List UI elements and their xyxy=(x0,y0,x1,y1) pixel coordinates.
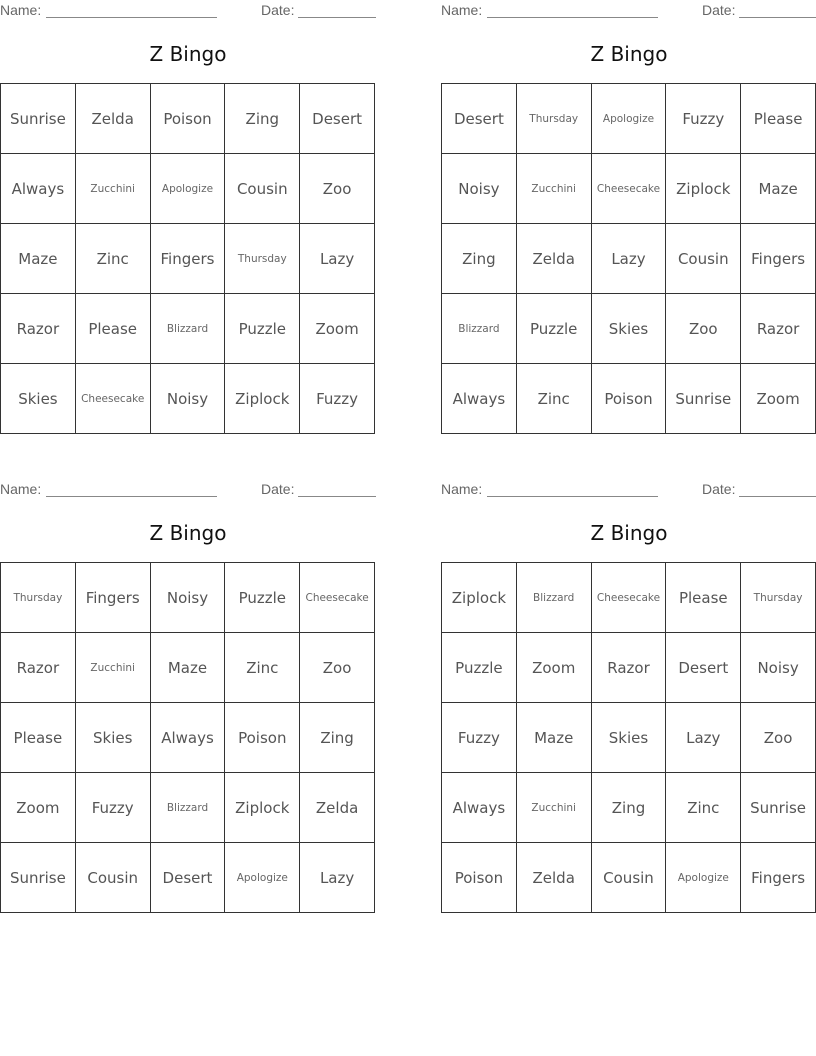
bingo-cell: Zoom xyxy=(741,364,816,434)
bingo-cell: Poison xyxy=(592,364,667,434)
bingo-cell: Sunrise xyxy=(1,843,76,913)
bingo-cell: Ziplock xyxy=(666,154,741,224)
card-title: Z Bingo xyxy=(590,521,668,545)
bingo-cell: Thursday xyxy=(225,224,300,294)
name-date-header xyxy=(441,481,816,499)
name-label: Name: xyxy=(441,2,483,18)
bingo-cell: Fingers xyxy=(151,224,226,294)
bingo-cell: Cheesecake xyxy=(592,154,667,224)
bingo-cell: Noisy xyxy=(741,633,816,703)
bingo-cell: Zoo xyxy=(741,703,816,773)
bingo-cell: Maze xyxy=(517,703,592,773)
bingo-cell: Ziplock xyxy=(225,773,300,843)
bingo-cell: Please xyxy=(1,703,76,773)
bingo-cell: Zoom xyxy=(517,633,592,703)
bingo-cell: Puzzle xyxy=(442,633,517,703)
card-title: Z Bingo xyxy=(590,42,668,66)
bingo-cell: Blizzard xyxy=(151,294,226,364)
name-label: Name: xyxy=(0,481,42,497)
bingo-grid xyxy=(441,562,816,913)
bingo-cell: Please xyxy=(76,294,151,364)
bingo-cell: Skies xyxy=(1,364,76,434)
bingo-cell: Apologize xyxy=(666,843,741,913)
bingo-cell: Zelda xyxy=(517,224,592,294)
bingo-cell: Zinc xyxy=(225,633,300,703)
bingo-card xyxy=(441,0,816,440)
date-label: Date: xyxy=(261,2,295,18)
bingo-cell: Zelda xyxy=(517,843,592,913)
bingo-cell: Puzzle xyxy=(225,563,300,633)
bingo-cell: Ziplock xyxy=(225,364,300,434)
bingo-cell: Razor xyxy=(1,294,76,364)
bingo-cell: Fingers xyxy=(741,224,816,294)
bingo-cell: Apologize xyxy=(151,154,226,224)
bingo-cell: Cheesecake xyxy=(592,563,667,633)
bingo-cell: Poison xyxy=(442,843,517,913)
name-label: Name: xyxy=(0,2,42,18)
bingo-cell: Fuzzy xyxy=(300,364,375,434)
date-label: Date: xyxy=(702,2,736,18)
bingo-cell: Zoo xyxy=(666,294,741,364)
bingo-cell: Desert xyxy=(151,843,226,913)
date-label: Date: xyxy=(702,481,736,497)
bingo-cell: Zing xyxy=(300,703,375,773)
date-blank-line[interactable] xyxy=(739,17,816,18)
name-blank-line[interactable] xyxy=(487,17,658,18)
bingo-cell: Poison xyxy=(151,84,226,154)
bingo-cell: Skies xyxy=(592,703,667,773)
bingo-cell: Always xyxy=(1,154,76,224)
bingo-cell: Skies xyxy=(592,294,667,364)
bingo-cell: Razor xyxy=(1,633,76,703)
bingo-cell: Blizzard xyxy=(151,773,226,843)
bingo-cell: Zinc xyxy=(666,773,741,843)
bingo-cell: Razor xyxy=(741,294,816,364)
bingo-cell: Zoo xyxy=(300,154,375,224)
bingo-cell: Zucchini xyxy=(76,154,151,224)
bingo-cell: Zing xyxy=(592,773,667,843)
bingo-cell: Fuzzy xyxy=(666,84,741,154)
bingo-cell: Lazy xyxy=(592,224,667,294)
bingo-cell: Razor xyxy=(592,633,667,703)
bingo-cell: Please xyxy=(666,563,741,633)
bingo-cell: Zoo xyxy=(300,633,375,703)
bingo-cell: Blizzard xyxy=(517,563,592,633)
bingo-cell: Fingers xyxy=(76,563,151,633)
bingo-cell: Zing xyxy=(442,224,517,294)
bingo-cell: Puzzle xyxy=(517,294,592,364)
bingo-grid xyxy=(441,83,816,434)
bingo-cell: Apologize xyxy=(225,843,300,913)
bingo-grid xyxy=(0,83,375,434)
bingo-cell: Desert xyxy=(442,84,517,154)
bingo-cell: Noisy xyxy=(151,364,226,434)
name-date-header xyxy=(0,481,376,499)
bingo-cell: Skies xyxy=(76,703,151,773)
bingo-cell: Zoom xyxy=(1,773,76,843)
bingo-cell: Desert xyxy=(300,84,375,154)
bingo-cell: Ziplock xyxy=(442,563,517,633)
bingo-cell: Zelda xyxy=(300,773,375,843)
date-blank-line[interactable] xyxy=(298,17,376,18)
bingo-cell: Thursday xyxy=(741,563,816,633)
bingo-cell: Cheesecake xyxy=(76,364,151,434)
bingo-cell: Cheesecake xyxy=(300,563,375,633)
bingo-cell: Lazy xyxy=(300,224,375,294)
name-date-header xyxy=(0,2,376,20)
bingo-cell: Zucchini xyxy=(517,154,592,224)
bingo-card xyxy=(0,479,376,919)
bingo-cell: Always xyxy=(442,773,517,843)
bingo-cell: Thursday xyxy=(1,563,76,633)
bingo-cell: Lazy xyxy=(300,843,375,913)
bingo-cell: Lazy xyxy=(666,703,741,773)
bingo-cell: Desert xyxy=(666,633,741,703)
name-blank-line[interactable] xyxy=(487,496,658,497)
bingo-cell: Blizzard xyxy=(442,294,517,364)
bingo-cell: Thursday xyxy=(517,84,592,154)
bingo-cell: Zelda xyxy=(76,84,151,154)
bingo-cell: Always xyxy=(151,703,226,773)
bingo-cell: Please xyxy=(741,84,816,154)
date-blank-line[interactable] xyxy=(298,496,376,497)
bingo-cell: Zoom xyxy=(300,294,375,364)
bingo-cell: Sunrise xyxy=(1,84,76,154)
bingo-cell: Apologize xyxy=(592,84,667,154)
name-blank-line[interactable] xyxy=(46,496,217,497)
date-label: Date: xyxy=(261,481,295,497)
bingo-cell: Cousin xyxy=(666,224,741,294)
bingo-cell: Noisy xyxy=(151,563,226,633)
bingo-cell: Poison xyxy=(225,703,300,773)
bingo-cell: Cousin xyxy=(76,843,151,913)
bingo-cell: Noisy xyxy=(442,154,517,224)
bingo-grid xyxy=(0,562,375,913)
bingo-cell: Zucchini xyxy=(76,633,151,703)
bingo-cell: Maze xyxy=(741,154,816,224)
bingo-cell: Always xyxy=(442,364,517,434)
card-title: Z Bingo xyxy=(149,521,227,545)
bingo-card xyxy=(0,0,376,440)
bingo-cell: Cousin xyxy=(592,843,667,913)
bingo-cell: Zinc xyxy=(517,364,592,434)
bingo-card xyxy=(441,479,816,919)
bingo-cell: Cousin xyxy=(225,154,300,224)
bingo-cell: Sunrise xyxy=(666,364,741,434)
bingo-cell: Fingers xyxy=(741,843,816,913)
bingo-cell: Sunrise xyxy=(741,773,816,843)
bingo-cell: Maze xyxy=(1,224,76,294)
date-blank-line[interactable] xyxy=(739,496,816,497)
card-title: Z Bingo xyxy=(149,42,227,66)
bingo-cell: Maze xyxy=(151,633,226,703)
name-label: Name: xyxy=(441,481,483,497)
bingo-cell: Fuzzy xyxy=(442,703,517,773)
name-blank-line[interactable] xyxy=(46,17,217,18)
bingo-cell: Puzzle xyxy=(225,294,300,364)
bingo-cell: Zucchini xyxy=(517,773,592,843)
bingo-cell: Zinc xyxy=(76,224,151,294)
bingo-cell: Fuzzy xyxy=(76,773,151,843)
name-date-header xyxy=(441,2,816,20)
bingo-cell: Zing xyxy=(225,84,300,154)
